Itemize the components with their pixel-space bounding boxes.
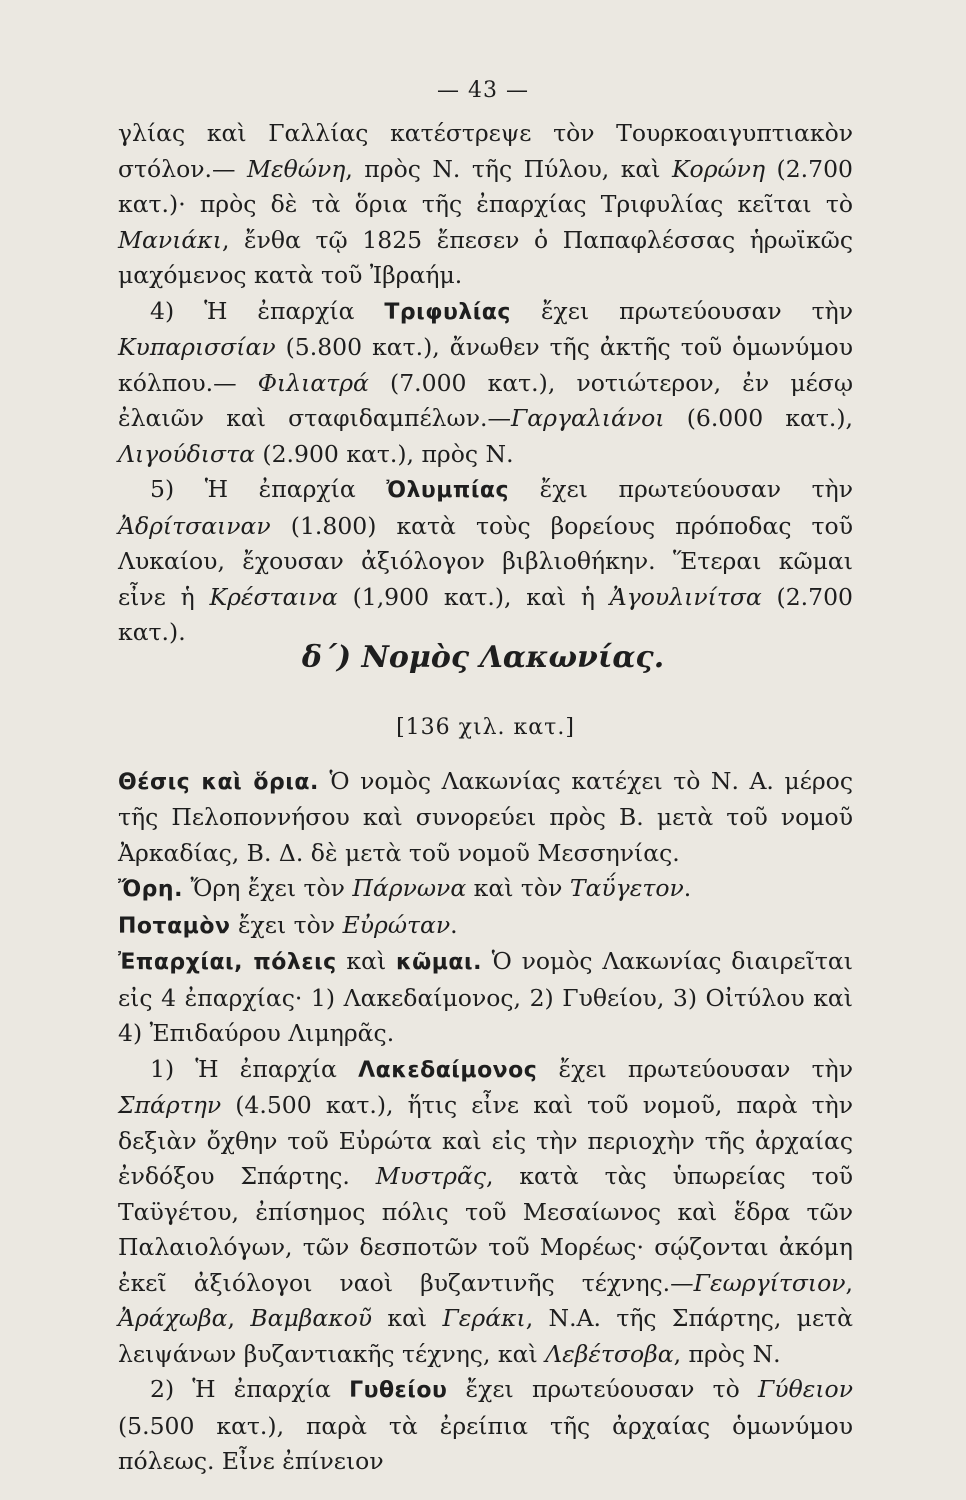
text-run: ἔχει τὸν <box>230 910 343 939</box>
paragraph <box>118 472 853 651</box>
text-run: καὶ τὸν <box>466 874 570 902</box>
text-run: (5.800 κατ.), ἄνωθεν τῆς ἀκτῆς τοῦ ὁμωνύμου κόλπου.— <box>118 333 853 397</box>
bold-term: Ποταμὸν <box>118 913 231 939</box>
text-run: (2.700 κατ.)· πρὸς δὲ τὰ ὅρια τῆς ἐπαρχίας Τριφυλίας κεῖται τὸ <box>118 154 853 218</box>
text-run: , πρὸς Ν. <box>673 1339 781 1368</box>
text-run: ἔχει πρωτεύουσαν τὴν <box>537 1054 853 1083</box>
place-name: Μανιάκι <box>118 225 222 254</box>
text-run: . <box>683 874 692 902</box>
bold-term: Τριφυλίας <box>384 299 511 325</box>
text-run: ἔχει πρωτεύουσαν τὸ <box>447 1375 758 1403</box>
place-name: Γεωργίτσιον <box>693 1268 846 1297</box>
paragraph <box>118 116 853 294</box>
text-run: καὶ <box>336 947 396 975</box>
text-run: ἔχει πρωτεύουσαν τὴν <box>509 475 853 503</box>
bold-term: Γυθείου <box>349 1378 448 1403</box>
text-run: (4.500 κατ.), ἥτις εἶνε καὶ τοῦ νομοῦ, παρὰ τὴν δεξιὰν ὄχθην τοῦ Εὐρώτα καὶ εἰς τὴν περιοχὴν τῆς ἀρχαίας ἐνδόξου Σπάρτης. <box>118 1091 853 1190</box>
text-run: , <box>845 1268 853 1297</box>
paragraph <box>118 908 853 945</box>
text-run: (1.800) κατὰ τοὺς βορείους πρόποδας τοῦ Λυκαίου, ἔχουσαν ἀξιόλογον βιβλιοθήκην. Ἕτεραι κῶμαι εἶνε ἡ <box>118 511 853 611</box>
place-name: Ἀδρίτσαιναν <box>118 511 271 540</box>
place-name: Λιγούδιστα <box>118 439 255 468</box>
text-run: 5) Ἡ ἐπαρχία <box>150 475 387 503</box>
place-name: Κορώνη <box>671 154 766 183</box>
text-run: γλίας καὶ Γαλλίας κατέστρεψε τὸν Τουρκοαιγυπτιακὸν στόλον.— <box>118 119 853 183</box>
page-number: — 43 — <box>437 78 529 103</box>
bold-term: Ὄρη. <box>118 877 183 902</box>
place-name: Εὐρώταν <box>342 910 451 939</box>
text-run: (5.500 κατ.), παρὰ τὰ ἐρείπια τῆς ἀρχαίας ὁμωνύμου πόλεως. Εἶνε ἐπίνειον <box>118 1411 853 1475</box>
text-run: (6.000 κατ.), <box>664 404 853 432</box>
text-run: (1,900 κατ.), καὶ ἡ <box>337 582 610 611</box>
place-name: Πάρνωνα <box>352 874 467 902</box>
bold-term: Ὀλυμπίας <box>386 478 510 503</box>
text-run: (2.700 κατ.). <box>118 582 853 646</box>
text-run: 4) Ἡ ἐπαρχία <box>150 296 385 325</box>
text-run: Ὁ νομὸς Λακωνίας διαιρεῖται εἰς 4 ἐπαρχίας· 1) Λακεδαίμονος, 2) Γυθείου, 3) Οἰτύλου καὶ 4) Ἐπιδαύρου Λιμηρᾶς. <box>118 947 853 1047</box>
paragraph <box>118 1052 853 1373</box>
bold-term: κῶμαι. <box>395 950 482 975</box>
place-name: Κρέσταινα <box>209 582 338 611</box>
paragraph <box>118 1372 853 1480</box>
text-run: Ὁ νομὸς Λακωνίας κατέχει τὸ Ν. Α. μέρος τῆς Πελοποννήσου καὶ συνορεύει πρὸς Β. μετὰ τοῦ νομοῦ Ἀρκαδίας, Β. Δ. δὲ μετὰ τοῦ νομοῦ Μεσσηνίας. <box>118 766 853 867</box>
text-run: , <box>227 1304 251 1332</box>
place-name: Κυπαρισσίαν <box>118 333 276 361</box>
text-run: 2) Ἡ ἐπαρχία <box>150 1375 350 1403</box>
paragraph <box>118 294 853 473</box>
text-run: , κατὰ τὰς ὑπωρείας τοῦ Ταϋγέτου, ἐπίσημος πόλις τοῦ Μεσαίωνος καὶ ἕδρα τῶν Παλαιολόγων, τῶν δεσποτῶν τοῦ Μορέως· σῴζονται ἀκόμη ἐκεῖ ἀξιόλογοι ναοὶ βυζαντινῆς τέχνης.— <box>118 1162 854 1297</box>
text-run: , πρὸς Ν. τῆς Πύλου, καὶ <box>345 154 672 183</box>
text-run: καὶ <box>372 1304 443 1332</box>
place-name: Γεράκι <box>442 1304 526 1332</box>
bold-term: Ἐπαρχίαι, πόλεις <box>118 950 337 975</box>
place-name: Φιλιατρά <box>257 368 369 397</box>
text-run: , Ν.Α. τῆς Σπάρτης, μετὰ λειψάνων βυζαντιακῆς τέχνης, καὶ <box>118 1304 853 1368</box>
paragraph <box>118 944 853 1052</box>
paragraph <box>118 871 853 908</box>
text-run: . <box>450 910 458 939</box>
text-run: Ὄρη ἔχει τὸν <box>182 874 353 902</box>
area-note: [136 χιλ. κατ.] <box>396 715 575 740</box>
place-name: Σπάρτην <box>118 1091 222 1119</box>
text-block-messinia <box>118 116 853 651</box>
bold-term: Θέσις καὶ ὅρια. <box>118 769 319 795</box>
text-run: (7.000 κατ.), νοτιώτερον, ἐν μέσῳ ἐλαιῶν καὶ σταφιδαμπέλων.— <box>118 368 853 432</box>
section-heading: δ΄) Νομὸς Λακωνίας. <box>301 640 665 675</box>
place-name: Ἀράχωβα <box>118 1304 228 1332</box>
bold-term: Λακεδαίμονος <box>358 1057 538 1083</box>
place-name: Βαμβακοῦ <box>250 1304 373 1332</box>
place-name: Ταΰγετον <box>569 874 684 902</box>
place-name: Λεβέτσοβα <box>545 1339 674 1368</box>
text-block-laconia <box>118 710 853 1480</box>
text-run: (2.900 κατ.), πρὸς Ν. <box>254 439 514 468</box>
text-run: , ἔνθα τῷ 1825 ἔπεσεν ὁ Παπαφλέσσας ἡρωϊκῶς μαχόμενος κατὰ τοῦ Ἰβραήμ. <box>118 225 853 289</box>
text-run: 1) Ἡ ἐπαρχία <box>150 1054 359 1083</box>
place-name: Γύθειον <box>757 1375 853 1403</box>
place-name: Μεθώνη <box>246 154 346 183</box>
place-name: Μυστρᾶς <box>375 1162 487 1190</box>
text-run: ἔχει πρωτεύουσαν τὴν <box>510 296 853 325</box>
place-name: Γαργαλιάνοι <box>510 404 665 432</box>
laconia-paragraphs <box>118 764 853 1480</box>
place-name: Ἀγουλινίτσα <box>609 582 762 611</box>
paragraph <box>118 764 853 872</box>
